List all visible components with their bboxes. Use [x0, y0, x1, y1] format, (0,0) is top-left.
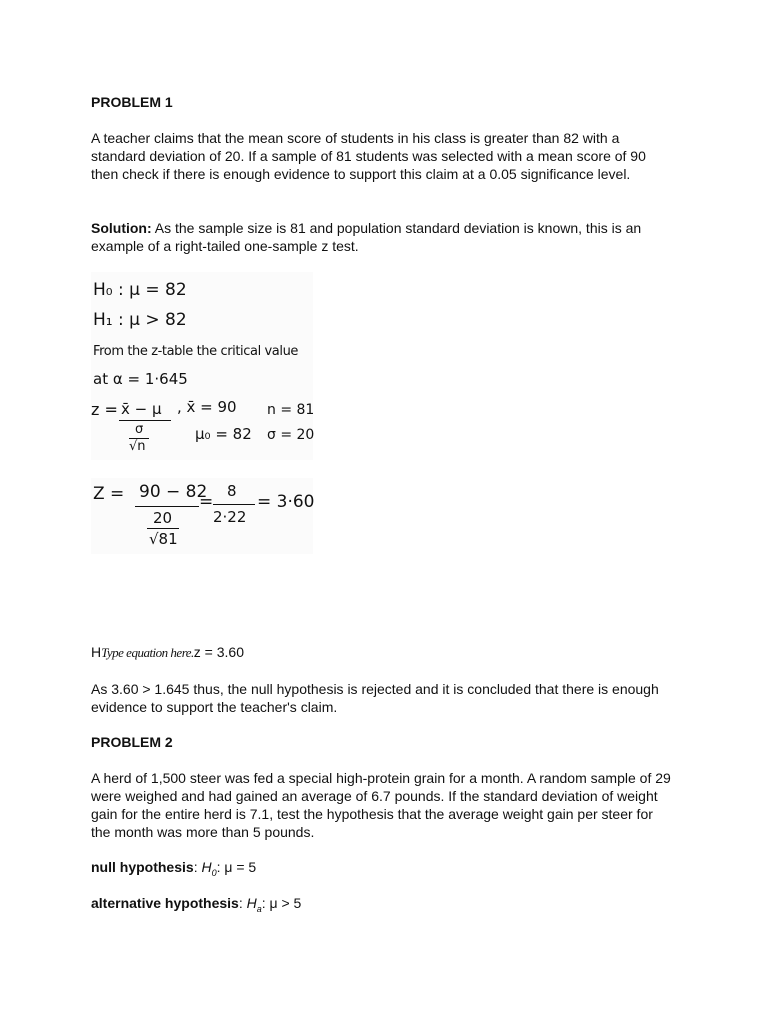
hw-calc-equals: =: [199, 492, 214, 512]
alt-separator: :: [238, 895, 247, 911]
hw-calc-small-fraction-line: [147, 528, 179, 529]
null-symbol: H: [201, 859, 212, 875]
problem1-heading: PROBLEM 1: [91, 94, 173, 110]
problem1-conclusion: As 3.60 > 1.645 thus, the null hypothesis is rejected and it is concluded that there is enough evidence to support the teacher's claim.: [91, 681, 659, 715]
null-hypothesis-line: [91, 858, 671, 882]
problem1-solution: [91, 219, 671, 255]
hw-z-den-top: σ: [135, 422, 144, 437]
null-hypothesis-label: null hypothesis: [91, 859, 194, 875]
hw-alpha-value: at α = 1·645: [93, 370, 188, 388]
hw-mu0: μ₀ = 82: [195, 425, 252, 443]
handwritten-work-image: [91, 272, 313, 460]
hw-calc-frac2-den: 2·22: [213, 508, 247, 526]
hw-calc-numerator: 90 − 82: [139, 482, 208, 502]
hw-calc-fraction-line: [135, 506, 199, 507]
hw-calc-z-label: Z =: [93, 484, 125, 504]
solution-text: As the sample size is 81 and population standard deviation is known, this is an example of a right-tailed one-sample z test.: [91, 220, 642, 254]
problem1-statement: A teacher claims that the mean score of students in his class is greater than 82 with a standard deviation of 20. If a sample of 81 students was selected with a mean score of 90 then check if there is enough evidence to support this claim at a 0.05 significance level.: [91, 130, 646, 182]
hw-xbar: , x̄ = 90: [177, 398, 237, 416]
alt-symbol: H: [246, 895, 257, 911]
hw-fraction-line: [119, 420, 171, 421]
hw-calc-den-bot: √81: [149, 530, 178, 548]
equation-placeholder[interactable]: Type equation here.: [101, 645, 194, 660]
hw-calc-den-top: 20: [153, 509, 173, 527]
null-subscript: 0: [211, 867, 217, 878]
equation-value: z = 3.60: [193, 644, 244, 660]
handwritten-calculation-image: [91, 478, 313, 554]
hw-z-label: z =: [91, 400, 118, 419]
solution-label: Solution:: [91, 220, 152, 236]
hw-alt-hypothesis: H₁ : μ > 82: [93, 310, 187, 330]
problem2-heading: PROBLEM 2: [91, 734, 173, 750]
equation-line: [91, 643, 671, 662]
alt-expression: : μ > 5: [261, 895, 302, 911]
hw-sigma: σ = 20: [267, 427, 315, 443]
alternative-hypothesis-line: [91, 894, 671, 918]
alt-subscript: a: [256, 903, 262, 914]
equation-prefix: H: [91, 644, 102, 660]
hw-calc-result: = 3·60: [257, 492, 315, 512]
hw-z-numerator: x̄ − μ: [121, 400, 162, 418]
hw-z-den-bot: √n: [129, 439, 146, 454]
hw-calc-frac2-line: [213, 504, 255, 505]
hw-critical-value-text: From the z-table the critical value: [93, 344, 299, 359]
null-separator: :: [193, 859, 202, 875]
problem2-statement: A herd of 1,500 steer was fed a special high-protein grain for a month. A random sample of 29 were weighed and had gained an average of 6.7 pounds. If the standard deviation of weight gain for the entire herd is 7.1, test the hypothesis that the average weight gain per steer for the month was more than 5 pounds.: [91, 770, 671, 840]
alternative-hypothesis-label: alternative hypothesis: [91, 895, 239, 911]
hw-calc-frac2-num: 8: [227, 482, 237, 500]
hw-null-hypothesis: H₀ : μ = 82: [93, 280, 187, 300]
null-expression: : μ = 5: [216, 859, 257, 875]
hw-n: n = 81: [267, 402, 315, 418]
